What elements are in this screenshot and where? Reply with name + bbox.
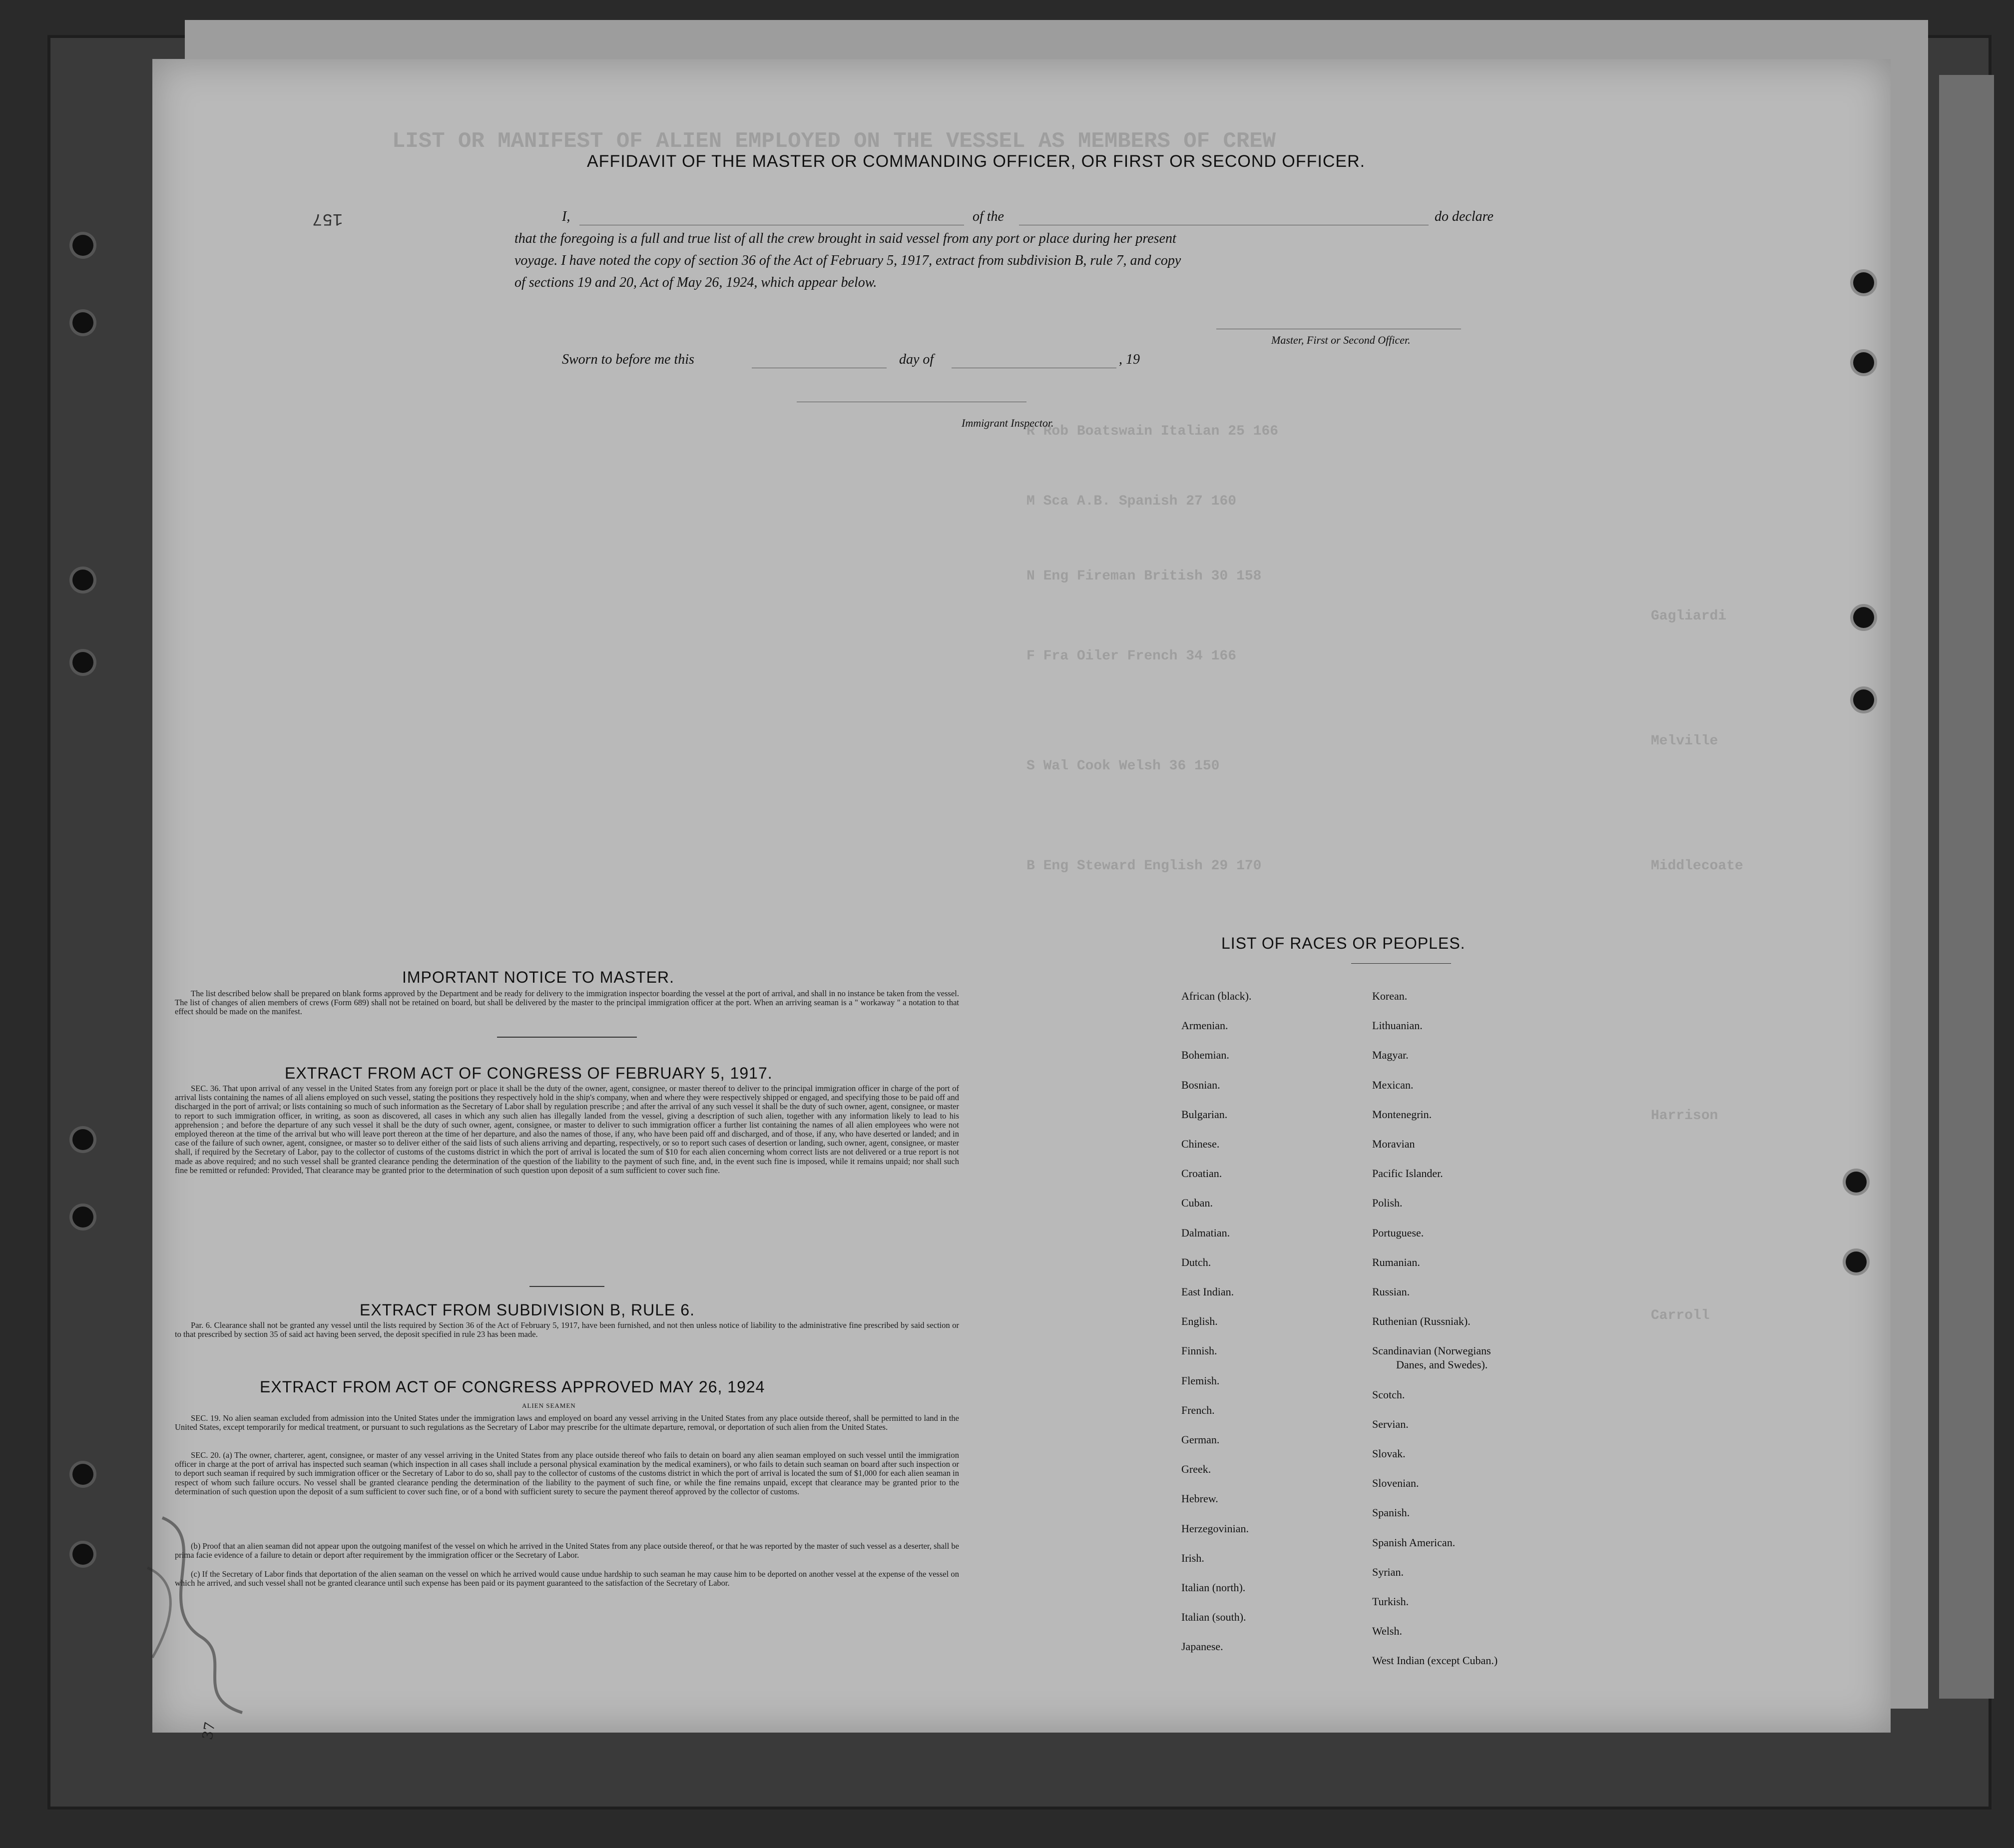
affidavit-line1-mid: of the: [973, 209, 1004, 224]
race-item: Armenian.: [1181, 1019, 1228, 1032]
races-title: LIST OF RACES OR PEOPLES.: [1221, 934, 1466, 952]
bleed-through-text: Middlecoate: [1651, 858, 1743, 874]
sworn-start: Sworn to before me this: [562, 352, 694, 367]
affidavit-line4: of sections 19 and 20, Act of May 26, 1924, which appear below.: [514, 275, 877, 290]
sworn-year-label: , 19: [1119, 352, 1140, 367]
affidavit-title: AFFIDAVIT OF THE MASTER OR COMMANDING OFFICER, OR FIRST OR SECOND OFFICER.: [587, 152, 1366, 171]
bleed-through-text: F Fra Oiler French 34 166: [1026, 648, 1237, 664]
race-item: Croatian.: [1181, 1167, 1222, 1180]
race-item: Montenegrin.: [1372, 1108, 1432, 1121]
race-item: Polish.: [1372, 1197, 1403, 1210]
race-item: Japanese.: [1181, 1640, 1223, 1653]
binder-hole: [72, 1464, 93, 1485]
race-item: Slovak.: [1372, 1447, 1406, 1460]
stamp-number: 157: [312, 209, 343, 228]
extract-1917-body: SEC. 36. That upon arrival of any vessel in the United States from any foreign port or place it shall be the duty of the owner, agent, consignee, or master thereof to deliver to the principal immigration officer in charge of the port of arrival lists containing the names of all aliens employed on such vessel, stating the positions they respectively hold in the ship's company, when and where they were respectively shipped or engaged, and specifying those to be paid off and discharged in the port of arrival; or lists containing so much of such information as the Secretary of Labor shall by regulation prescribe ; and after the arrival of any such vessel it shall be the duty of such owner, agent, consignee, or master to report to such immigration officer, in writing, as soon as discovered, all cases in which any such alien has illegally landed from the vessel, giving a description of such alien, together with any information likely to lead to his apprehension ; and before the departure of any such vessel it shall be the duty of such owner, agent, consignee, or master to deliver to such immigration officer a further list containing the names of all alien employees who were not employed thereon at the time of the arrival but who will leave port thereon at the time of her departure, and also the names of those, if any, who have been paid off and discharged, and of those, if any, who have deserted or landed; and in case of the failure of such owner, agent, consignee, or master so to deliver either of the said lists of such aliens arriving and departing, respectively, or so to report such cases of desertion or landing, such owner, agent, consignee, or master shall, if required by the Secretary of Labor, pay to the collector of customs of the customs district in which the port of arrival is located the sum of $10 for each alien concerning whom correct lists are not delivered or a true report is not made as above required; and no such vessel shall be granted clearance pending the determination of the question of the liability to the payment of such fine, and, in the event such fine is imposed, while it remains unpaid; nor shall such fine be remitted or refunded: Provided, That clearance may be granted prior to the determination of such question upon deposit of a sum sufficient to cover such fine.: [175, 1084, 959, 1175]
extract-1924-title: EXTRACT FROM ACT OF CONGRESS APPROVED MAY 26, 1924: [260, 1378, 765, 1396]
bleed-through-text: M Sca A.B. Spanish 27 160: [1026, 494, 1237, 509]
binder-hole: [72, 652, 93, 673]
race-item: Servian.: [1372, 1417, 1409, 1430]
affidavit-line2: that the foregoing is a full and true list of all the crew brought in said vessel from any port or place during her present: [514, 231, 1176, 246]
extract-1924-sec20a: SEC. 20. (a) The owner, charterer, agent, consignee, or master of any vessel arriving in the United States from any place outside thereof who fails to detain on board any alien seaman employed on such vessel until the immigration officer in charge at the port of arrival has inspected such seaman (which inspection in all cases shall include a personal physical examination by the medical examiners), or who fails to detain such seaman on board after such inspection or to deport such seaman if required by such immigration officer or the Secretary of Labor to do so, shall pay to the collector of customs of the customs district in which the port of arrival is located the sum of $1,000 for each alien seaman in respect of whom such failure occurs. No vessel shall be granted clearance pending the determination of the liability to the payment of such fine, or while the fine remains unpaid, except that clearance may be granted prior to the determination of such question upon the deposit of a sum sufficient to cover such fine, or of a bond with sufficient surety to secure the payment thereof approved by the collector of customs.: [175, 1450, 959, 1496]
bleed-through-text: R Rob Boatswain Italian 25 166: [1026, 424, 1279, 439]
binder-hole: [1853, 352, 1874, 373]
extract-1924-sec20c: (c) If the Secretary of Labor finds that deportation of the alien seaman on the vessel on which he arrived would cause undue hardship to such seaman he may cause him to be deported on another vessel at the expense of the vessel on which he arrived, and such vessel shall not be granted clearance until such expense has been paid or its payment guaranteed to the satisfaction of the Secretary of Labor.: [175, 1569, 959, 1588]
race-item: Korean.: [1372, 990, 1408, 1002]
binder-hole: [72, 312, 93, 333]
race-item: Dalmatian.: [1181, 1226, 1230, 1239]
race-item: Bulgarian.: [1181, 1108, 1228, 1121]
race-item: English.: [1181, 1315, 1218, 1328]
race-item: Ruthenian (Russniak).: [1372, 1315, 1471, 1328]
margin-note: 37: [199, 1721, 219, 1741]
extract-1924-subtitle: ALIEN SEAMEN: [522, 1402, 576, 1409]
race-item: German.: [1181, 1433, 1220, 1446]
notice-title: IMPORTANT NOTICE TO MASTER.: [402, 968, 674, 986]
race-item: Bohemian.: [1181, 1049, 1229, 1062]
race-item: Spanish American.: [1372, 1536, 1456, 1549]
binder-hole: [1846, 1251, 1867, 1272]
extract-1917-title: EXTRACT FROM ACT OF CONGRESS OF FEBRUARY 5, 1917.: [285, 1064, 773, 1082]
race-item: Italian (south).: [1181, 1611, 1246, 1624]
race-item: Flemish.: [1181, 1374, 1220, 1387]
race-item-continuation: Danes, and Swedes).: [1396, 1358, 1488, 1371]
race-item: Moravian: [1372, 1138, 1415, 1150]
section-divider: [529, 1286, 604, 1287]
race-item: Spanish.: [1372, 1506, 1410, 1519]
bleed-through-text: B Eng Steward English 29 170: [1026, 858, 1262, 874]
race-item: Chinese.: [1181, 1138, 1220, 1150]
race-item: West Indian (except Cuban.): [1372, 1654, 1498, 1667]
race-item: Magyar.: [1372, 1049, 1409, 1062]
race-item: African (black).: [1181, 990, 1252, 1002]
sworn-day-label: day of: [899, 352, 934, 367]
rule6-title: EXTRACT FROM SUBDIVISION B, RULE 6.: [360, 1301, 695, 1319]
race-item: Finnish.: [1181, 1344, 1217, 1357]
extract-1924-sec20b: (b) Proof that an alien seaman did not appear upon the outgoing manifest of the vessel on which he arrived in the United States from any place outside thereof, or that he was reported by the master of such vessel as a deserter, shall be prima facie evidence of a failure to detain or deport after requirement by the immigration officer or the Secretary of Labor.: [175, 1541, 959, 1560]
bleed-through-text: Carroll: [1651, 1308, 1710, 1323]
binder-hole: [1853, 689, 1874, 710]
affidavit-line1-start: I,: [562, 209, 570, 224]
page-edge-strip: [1939, 75, 1994, 1699]
rule6-body: Par. 6. Clearance shall not be granted any vessel until the lists required by Section 36 of the Act of February 5, 1917, have been furnished, and not then unless notice of liability to the administrative fine prescribed by said section or to that prescribed by section 35 of said act having been served, the deposit specified in rule 23 has been made.: [175, 1320, 959, 1339]
bleed-through-text: S Wal Cook Welsh 36 150: [1026, 758, 1220, 774]
races-title-underline: [1351, 963, 1451, 964]
binder-hole: [72, 1544, 93, 1565]
bleed-through-text: N Eng Fireman British 30 158: [1026, 569, 1262, 584]
binder-hole: [1853, 607, 1874, 628]
race-item: Welsh.: [1372, 1625, 1402, 1638]
race-item: Herzegovinian.: [1181, 1522, 1249, 1535]
race-item: Hebrew.: [1181, 1492, 1218, 1505]
extract-1924-sec19: SEC. 19. No alien seaman excluded from admission into the United States under the immigration laws and employed on board any vessel arriving in the United States from any place outside thereof, shall be permitted to land in the United States, except temporarily for medical treatment, or pursuant to such regulations as the Secretary of Labor may prescribe for the ultimate departure, removal, or deportation of such alien from the United States.: [175, 1413, 959, 1432]
inspector-label: Immigrant Inspector.: [962, 417, 1054, 429]
binder-hole: [72, 1207, 93, 1228]
race-item: East Indian.: [1181, 1285, 1234, 1298]
race-item: Dutch.: [1181, 1255, 1211, 1268]
bleed-through-text: LIST OR MANIFEST OF ALIEN EMPLOYED ON THE VESSEL AS MEMBERS OF CREW: [392, 129, 1276, 154]
race-item: Portuguese.: [1372, 1226, 1424, 1239]
section-divider: [497, 1037, 637, 1038]
race-item: Rumanian.: [1372, 1255, 1420, 1268]
race-item: Turkish.: [1372, 1595, 1409, 1608]
affidavit-sheet: [152, 59, 1891, 1741]
binder-hole: [1853, 272, 1874, 293]
race-item: Russian.: [1372, 1285, 1410, 1298]
bleed-through-text: Melville: [1651, 733, 1718, 749]
race-item: Italian (north).: [1181, 1581, 1246, 1594]
bleed-through-text: Gagliardi: [1651, 609, 1727, 624]
race-item: Pacific Islander.: [1372, 1167, 1443, 1180]
binder-hole: [72, 235, 93, 256]
race-item: Bosnian.: [1181, 1078, 1220, 1091]
binder-hole: [72, 570, 93, 591]
race-item: Scotch.: [1372, 1388, 1405, 1401]
race-item: French.: [1181, 1403, 1215, 1416]
race-item: Scandinavian (Norwegians: [1372, 1344, 1491, 1357]
race-item: Greek.: [1181, 1463, 1211, 1476]
race-item: Mexican.: [1372, 1078, 1414, 1091]
binder-hole: [1846, 1172, 1867, 1193]
pencil-scribble: [132, 1508, 282, 1718]
race-item: Cuban.: [1181, 1197, 1213, 1210]
race-item: Lithuanian.: [1372, 1019, 1423, 1032]
affidavit-line3: voyage. I have noted the copy of section 36 of the Act of February 5, 1917, extract from subdivision B, rule 7, and copy: [514, 253, 1181, 268]
race-item: Slovenian.: [1372, 1477, 1419, 1490]
master-label: Master, First or Second Officer.: [1271, 334, 1411, 346]
race-item: Syrian.: [1372, 1565, 1404, 1578]
bleed-through-text: Harrison: [1651, 1108, 1718, 1124]
notice-body: The list described below shall be prepared on blank forms approved by the Department and be ready for delivery to the immigration inspector boarding the vessel at the port of arrival, and shall in no instance be taken from the vessel. The list of changes of alien members of crews (Form 689) shall not be retained on board, but shall be delivered by the master to the principal immigration officer at the port. When an arriving seaman is a " workaway " a notation to that effect should be made on the manifest.: [175, 989, 959, 1017]
affidavit-line1-end: do declare: [1435, 209, 1494, 224]
race-item: Irish.: [1181, 1551, 1204, 1564]
binder-hole: [72, 1129, 93, 1150]
